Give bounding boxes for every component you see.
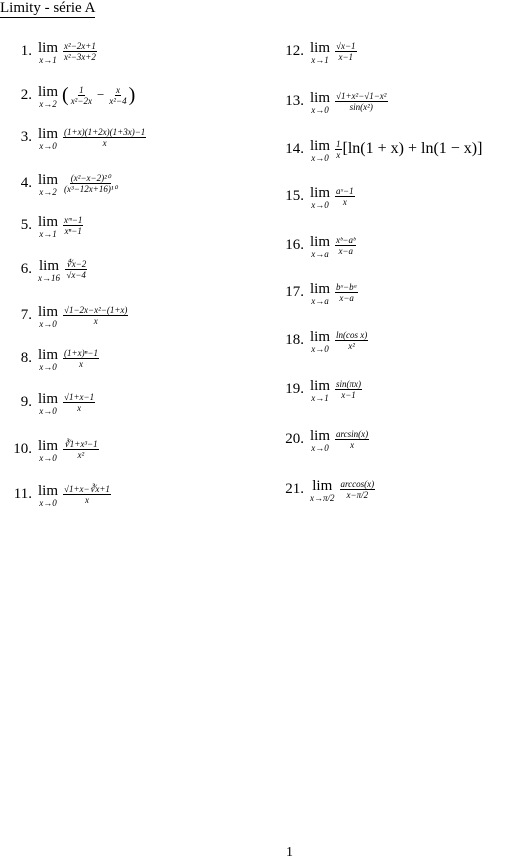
limit-operator: lim x→2 [38,84,59,109]
limit-operator: lim x→π/2 [310,478,335,503]
limit-operator: lim x→1 [310,40,331,65]
problem-4 [0,166,119,200]
problem-number: 3. [20,128,32,145]
problem-number: 19. [285,380,304,397]
limit-operator: lim x→2 [38,172,59,197]
limit-operator: lim x→0 [38,347,59,372]
problem-number: 20. [285,430,304,447]
limit-operator: lim x→a [310,281,331,306]
problem-21 [272,472,376,506]
limit-operator: lim x→a [310,234,331,259]
problem-number: 8. [20,349,32,366]
problem-number: 12. [285,42,304,59]
limit-expression: $\frac{\text{bˣ−bᵃ}}{x-a}$ [336,281,358,303]
problem-20 [272,422,370,456]
limit-expression: $\frac{\text{ln(cos x)}}{\text{x²}}$ [336,329,368,351]
limit-expression: $\frac{\text{∛1+x³−1}}{\text{x²}}$ [64,438,98,460]
limit-operator: lim x→0 [38,438,59,463]
limit-expression: $\frac{\text{√1−2x−x²−(1+x)}}{x}$ [64,304,128,326]
limit-expression: $\frac{∜x-2}{√x-4}$ [66,258,87,280]
problem-7 [0,298,129,332]
problem-number: 18. [285,331,304,348]
problem-number: 6. [20,260,32,277]
problem-number: 14. [285,140,304,157]
limit-expression: $\frac{\arcsin(x)}{x}$ [336,428,369,450]
problem-number: 17. [285,283,304,300]
limit-operator: lim x→0 [310,90,331,115]
limit-expression: $\frac{(1+x)(1+2x)(1+3x)-1}{x}$ [64,126,146,148]
limit-operator: lim x→0 [310,428,331,453]
problem-number: 5. [20,216,32,233]
limit-expression: $\frac{\text{(1+x)ⁿ−1}}{x}$ [64,347,98,369]
problem-number: 11. [13,485,32,502]
page-number: 1 [286,845,293,860]
problem-11 [0,477,112,511]
problem-number: 2. [20,86,32,103]
limit-expression: ( $\frac{1}{\text{x²−2x}}$ − $\frac{x}{\text{x²−4}}$ ) [62,84,136,106]
limit-expression: $\frac{\text{x²−2x+1}}{\text{x²−3x+2}}$ [64,40,96,62]
problem-number: 10. [13,440,32,457]
limit-operator: lim x→0 [38,483,59,508]
problem-number: 13. [285,92,304,109]
problem-number: 1. [20,42,32,59]
limit-expression: $\frac{√1+x-1}{x}$ [64,391,95,413]
problem-6 [0,252,88,286]
problem-18 [272,323,369,357]
limit-operator: lim x→0 [38,126,59,151]
limit-expression: $\frac{\text{(x²−x−2)²⁰}}{\text{(x³−12x+16)¹⁰}}$ [64,172,118,194]
limit-operator: lim x→1 [38,40,59,65]
problem-19 [272,372,363,406]
page-title: Limity - série A [0,0,96,16]
limit-operator: lim x→0 [310,138,331,163]
limit-expression: $\frac{\text{√1+x²−√1−x²}}{\text{sin(x²)}}$ [336,90,387,112]
problem-14 [272,132,482,166]
limit-operator: lim x→1 [38,214,59,239]
problem-number: 7. [20,306,32,323]
limit-expression: $\frac{\text{xᵐ−1}}{\text{xⁿ−1}}$ [64,214,83,236]
problem-9 [0,385,96,419]
limit-expression: $\frac{\text{xᵇ−aᵇ}}{x-a}$ [336,234,356,256]
limit-operator: lim x→0 [310,329,331,354]
limit-expression: $\frac{√x-1}{x-1}$ [336,40,356,62]
problem-8 [0,341,100,375]
limit-expression: $\frac{\arccos(x)}{x-\pi/2}$ [340,478,375,500]
limit-operator: lim x→16 [38,258,60,283]
problem-1 [0,34,98,68]
problem-number: 9. [20,393,32,410]
limit-expression: $\frac{√1+x-∛x+1}{x}$ [64,483,110,505]
limit-expression: $\frac{1}{x}$ [ln(1 + x) + ln(1 − x)] [336,138,483,160]
limit-expression: $\frac{\sin(\pi x)}{x-1}$ [336,378,362,400]
limit-operator: lim x→0 [38,304,59,329]
problem-16 [272,228,357,262]
limit-operator: lim x→0 [38,391,59,416]
problem-2 [0,78,135,112]
problem-13 [272,84,389,118]
problem-17 [272,275,359,309]
limit-operator: lim x→1 [310,378,331,403]
problem-number: 15. [285,187,304,204]
problem-number: 21. [285,480,304,497]
problem-10 [0,432,100,466]
problem-number: 16. [285,236,304,253]
problem-3 [0,120,147,154]
limit-expression: $\frac{\text{aˣ−1}}{x}$ [336,185,354,207]
problem-5 [0,208,84,242]
problem-12 [272,34,358,68]
problem-15 [272,179,356,213]
problem-number: 4. [20,174,32,191]
limit-operator: lim x→0 [310,185,331,210]
